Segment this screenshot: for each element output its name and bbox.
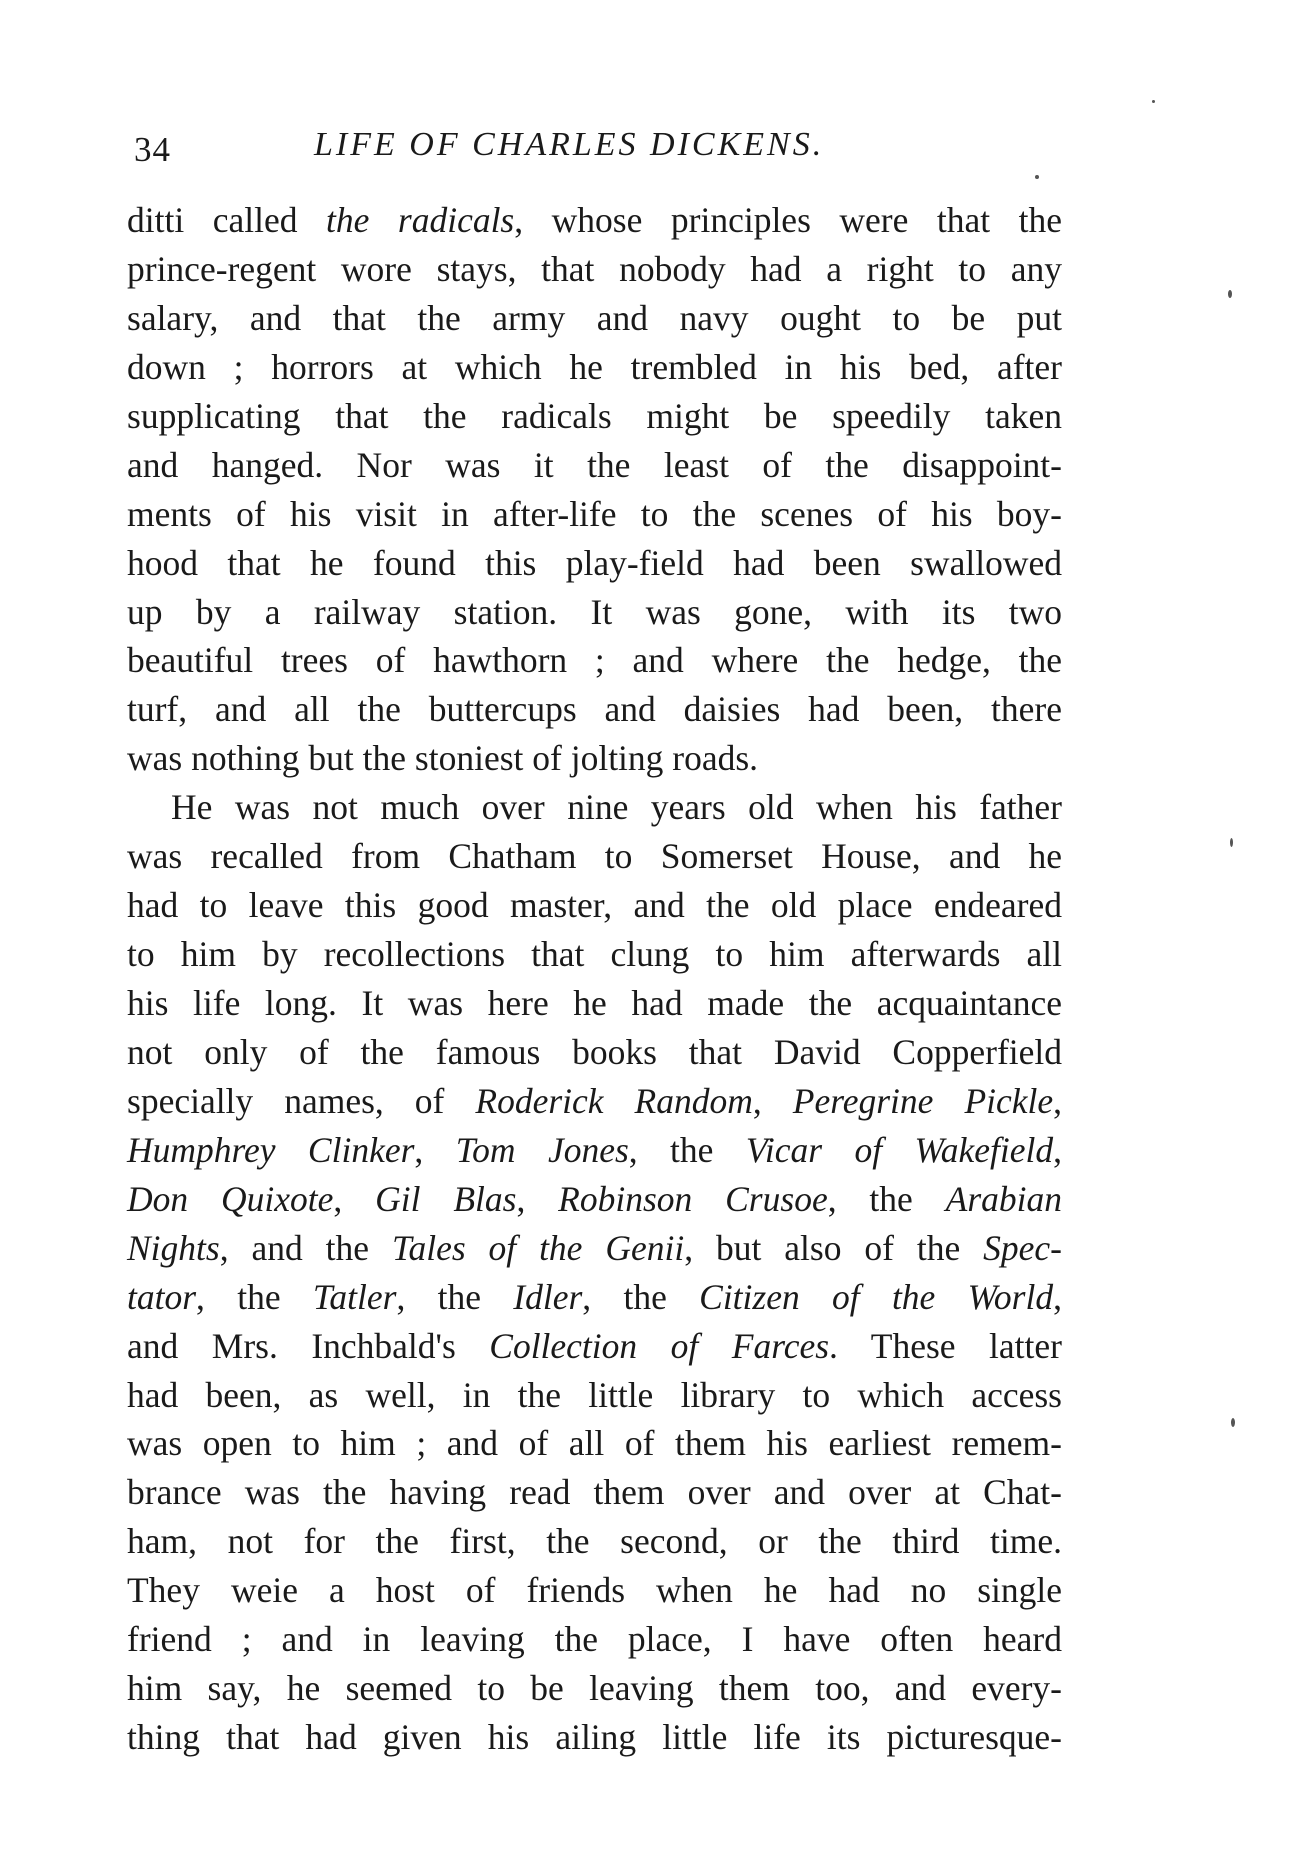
- text-run: , but also of the: [684, 1227, 984, 1268]
- text-line: [127, 343, 1062, 392]
- text-run: ,: [752, 1080, 793, 1121]
- text-line: [127, 1371, 1062, 1420]
- text-run: , whose principles were that the: [514, 200, 1063, 240]
- text-line: [127, 685, 1062, 734]
- text-run: not only of the famous books that David Copperfield: [127, 1031, 1062, 1072]
- text-run: him say, he seemed to be leaving them too, and every-: [127, 1668, 1062, 1709]
- italic-title: Collection of Farces: [489, 1325, 830, 1366]
- text-run: down ; horrors at which he trembled in his bed, after: [127, 346, 1062, 387]
- text-run: ,: [516, 1178, 559, 1219]
- text-run: specially names, of: [127, 1080, 476, 1121]
- text-run: was recalled from Chatham to Somerset House, and he: [127, 836, 1062, 877]
- text-run: ,: [414, 1129, 456, 1170]
- italic-title: Don Quixote: [127, 1178, 334, 1219]
- text-line: [127, 1517, 1062, 1566]
- scan-speck: [1231, 1418, 1235, 1427]
- scan-speck: [1152, 100, 1155, 103]
- text-line: [127, 1224, 1062, 1273]
- text-line: [127, 1566, 1062, 1615]
- text-run: ham, not for the first, the second, or the third time.: [127, 1521, 1062, 1562]
- text-line: [127, 1028, 1062, 1077]
- text-run: had been, as well, in the little library to which access: [127, 1374, 1062, 1415]
- running-title: LIFE OF CHARLES DICKENS.: [314, 126, 825, 163]
- text-run: , the: [628, 1129, 746, 1170]
- text-line: [127, 1419, 1062, 1468]
- text-run: turf, and all the buttercups and daisies had been, there: [127, 689, 1062, 730]
- text-line: [127, 1468, 1062, 1517]
- text-run: ditti called: [127, 200, 326, 240]
- text-line: [127, 881, 1062, 930]
- italic-title: Peregrine Pickle: [792, 1080, 1054, 1121]
- text-line: [127, 783, 1062, 832]
- text-line: [127, 1273, 1062, 1322]
- text-run: They weie a host of friends when he had no single: [127, 1570, 1062, 1611]
- text-line: [127, 930, 1062, 979]
- text-line: [127, 1615, 1062, 1664]
- text-line: [127, 1713, 1062, 1762]
- text-run: hood that he found this play-field had been swallowed: [127, 542, 1062, 583]
- text-run: salary, and that the army and navy ought to be put: [127, 297, 1062, 338]
- text-run: He was not much over nine years old when his father: [171, 787, 1062, 828]
- text-line: [127, 734, 1062, 783]
- text-run: , the: [196, 1276, 313, 1317]
- italic-title: Robinson Crusoe: [558, 1178, 828, 1219]
- text-run: prince-regent wore stays, that nobody had a right to any: [127, 248, 1062, 289]
- text-line: [127, 1175, 1062, 1224]
- text-run: , the: [582, 1276, 700, 1317]
- text-line: [127, 1077, 1062, 1126]
- italic-title: Citizen of the World: [699, 1276, 1054, 1317]
- text-run: . These latter: [829, 1325, 1062, 1366]
- text-run: was open to him ; and of all of them his earliest remem-: [127, 1423, 1062, 1464]
- text-run: thing that had given his ailing little life its picturesque-: [127, 1717, 1062, 1758]
- italic-title: Tales of the Genii: [391, 1227, 685, 1268]
- italic-title: Idler: [513, 1276, 583, 1317]
- text-line: [127, 979, 1062, 1028]
- italic-title: tator: [127, 1276, 197, 1317]
- text-line: [127, 441, 1062, 490]
- text-run: ,: [333, 1178, 376, 1219]
- italic-title: Gil Blas: [375, 1178, 517, 1219]
- text-line: [127, 490, 1062, 539]
- text-line: [127, 392, 1062, 441]
- text-run: , the: [827, 1178, 946, 1219]
- text-run: his life long. It was here he had made the acquaintance: [127, 983, 1062, 1023]
- text-run: beautiful trees of hawthorn ; and where the hedge, the: [127, 640, 1062, 681]
- italic-title: the radicals: [326, 200, 515, 240]
- text-line: [127, 1322, 1062, 1371]
- text-run: to him by recollections that clung to him afterwards all: [127, 934, 1062, 975]
- text-line: [127, 1126, 1062, 1175]
- text-run: brance was the having read them over and over at Chat-: [127, 1472, 1062, 1513]
- text-run: had to leave this good master, and the old place endeared: [127, 885, 1062, 926]
- text-line: [127, 245, 1062, 294]
- scan-speck: [1035, 175, 1039, 179]
- text-run: ,: [1053, 1129, 1062, 1170]
- text-run: and Mrs. Inchbald's: [127, 1325, 490, 1366]
- text-line: [127, 1664, 1062, 1713]
- text-line: [127, 832, 1062, 881]
- italic-title: Vicar of Wakefield: [745, 1129, 1054, 1170]
- text-run: ments of his visit in after-life to the scenes of his boy-: [127, 493, 1062, 534]
- text-run: supplicating that the radicals might be speedily taken: [127, 395, 1062, 436]
- text-line: [127, 196, 1062, 245]
- text-run: ,: [1053, 1276, 1062, 1317]
- text-run: and hanged. Nor was it the least of the disappoint-: [127, 444, 1062, 485]
- italic-title: Spec-: [983, 1227, 1062, 1268]
- text-line: [127, 539, 1062, 588]
- italic-title: Tom Jones: [455, 1129, 629, 1170]
- scan-speck: [1230, 838, 1233, 847]
- italic-title: Tatler: [312, 1276, 397, 1317]
- scan-speck: [1228, 290, 1232, 298]
- text-run: ,: [1053, 1080, 1062, 1121]
- text-line: [127, 294, 1062, 343]
- italic-title: Roderick Random: [475, 1080, 753, 1121]
- text-run: friend ; and in leaving the place, I have often heard: [127, 1619, 1062, 1660]
- text-line: [127, 636, 1062, 685]
- body-text: [127, 196, 1062, 1762]
- italic-title: Humphrey Clinker: [127, 1129, 415, 1170]
- running-head: [134, 120, 1064, 180]
- italic-title: Arabian: [945, 1178, 1063, 1219]
- text-run: up by a railway station. It was gone, with its two: [127, 591, 1062, 632]
- text-run: , and the: [219, 1227, 392, 1268]
- text-line: [127, 588, 1062, 637]
- italic-title: Nights: [127, 1227, 220, 1268]
- text-run: , the: [396, 1276, 514, 1317]
- page-number: 34: [134, 130, 171, 169]
- text-run: was nothing but the stoniest of jolting roads.: [127, 738, 759, 779]
